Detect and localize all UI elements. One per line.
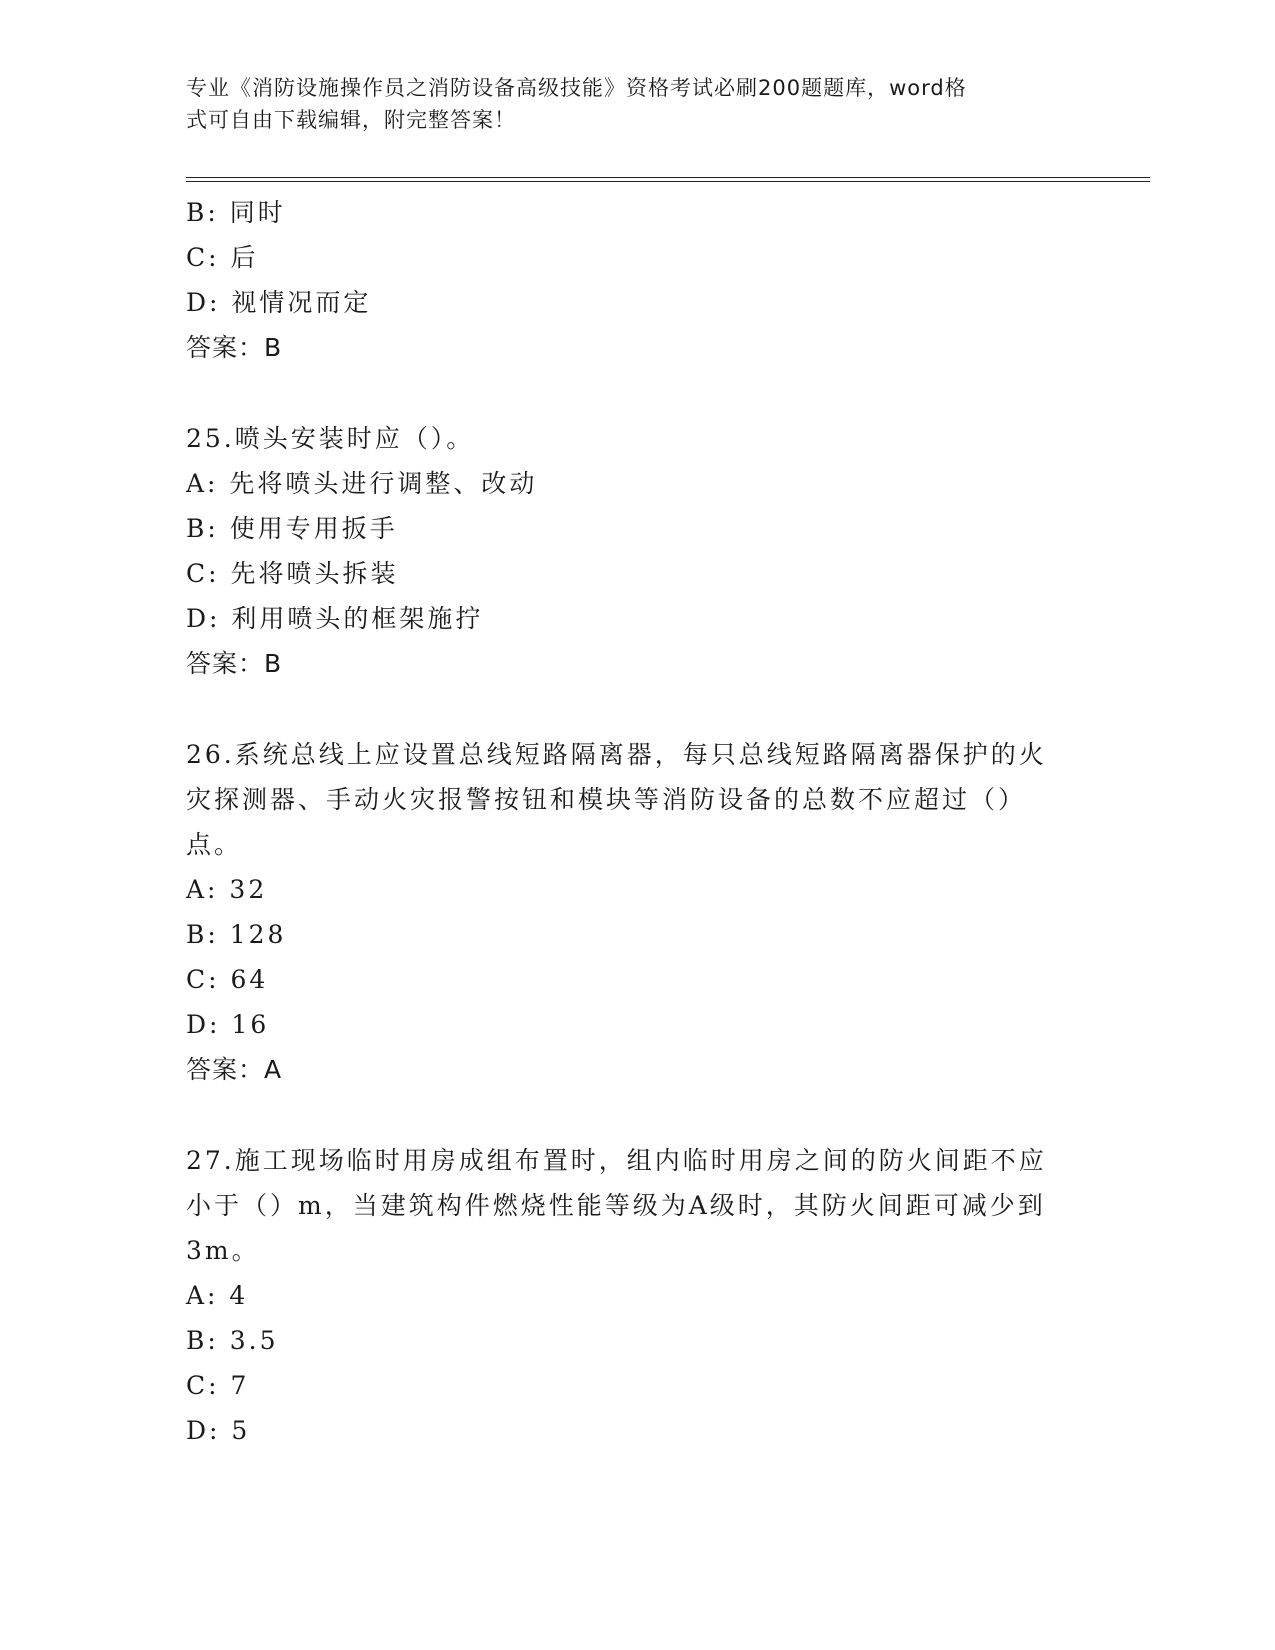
option-d: D: 视情况而定 [186, 288, 372, 317]
option-a: A: 先将喷头进行调整、改动 [186, 469, 538, 498]
option-b: B: 使用专用扳手 [186, 514, 398, 543]
question-text-line-2: 小于（）m，当建筑构件燃烧性能等级为A级时，其防火间距可减少到 [186, 1191, 1046, 1220]
document-header [186, 72, 1066, 136]
option-b: B: 同时 [186, 198, 286, 227]
answer-label: 答案：B [186, 649, 283, 678]
question-text-line-3: 3m。 [186, 1236, 260, 1265]
question-24 [186, 190, 1086, 370]
question-text-line-1: 27.施工现场临时用房成组布置时，组内临时用房之间的防火间距不应 [186, 1146, 1047, 1175]
option-a: A: 32 [186, 875, 268, 904]
header-line-1: 专业《消防设施操作员之消防设备高级技能》资格考试必刷200题题库，word格 [186, 76, 967, 100]
question-text: 25.喷头安装时应（）。 [186, 424, 475, 453]
option-d: D: 利用喷头的框架施拧 [186, 604, 484, 633]
header-line-2: 式可自由下载编辑，附完整答案！ [186, 108, 516, 132]
header-rule-bottom [186, 181, 1150, 182]
option-b: B: 3.5 [186, 1326, 279, 1355]
question-27 [186, 1138, 1086, 1453]
option-d: D: 16 [186, 1010, 270, 1039]
option-c: C: 先将喷头拆装 [186, 559, 399, 588]
option-a: A: 4 [186, 1281, 249, 1310]
question-25 [186, 416, 1086, 686]
option-c: C: 7 [186, 1371, 250, 1400]
header-rule-top [186, 177, 1150, 178]
answer-label: 答案：B [186, 333, 283, 362]
question-list [186, 190, 1086, 1453]
option-b: B: 128 [186, 920, 287, 949]
question-text-line-2: 灾探测器、手动火灾报警按钮和模块等消防设备的总数不应超过（） [186, 785, 1027, 814]
option-d: D: 5 [186, 1416, 251, 1445]
option-c: C: 64 [186, 965, 269, 994]
question-26 [186, 732, 1086, 1092]
question-text-line-3: 点。 [186, 830, 243, 859]
question-text-line-1: 26.系统总线上应设置总线短路隔离器，每只总线短路隔离器保护的火 [186, 740, 1047, 769]
answer-label: 答案：A [186, 1055, 283, 1084]
option-c: C: 后 [186, 243, 259, 272]
